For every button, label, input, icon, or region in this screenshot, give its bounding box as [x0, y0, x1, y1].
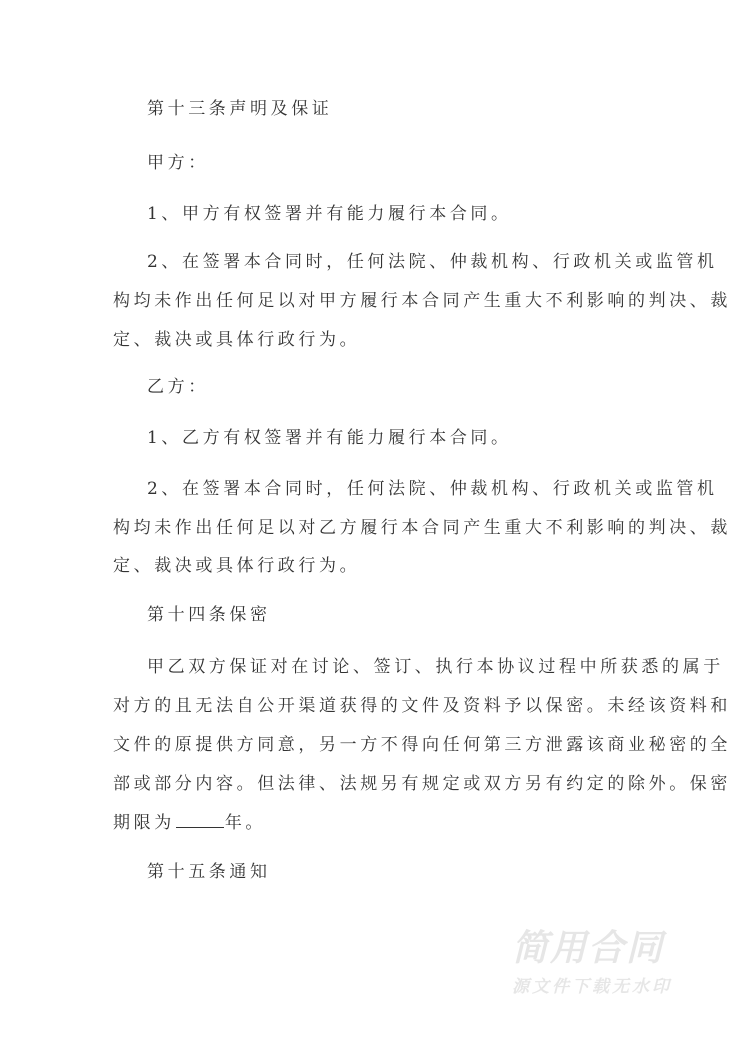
article-14-line-1: 甲乙双方保证对在讨论、签订、执行本协议过程中所获悉的属于	[147, 657, 724, 677]
party-a-item-1: 1、甲方有权签署并有能力履行本合同。	[147, 204, 512, 224]
article-13-heading: 第十三条声明及保证	[147, 99, 333, 119]
party-a-label: 甲方：	[147, 153, 209, 173]
article-14-heading: 第十四条保密	[147, 605, 271, 625]
article-15-heading: 第十五条通知	[147, 862, 271, 882]
party-a-item-2-line-1: 2、在签署本合同时，任何法院、仲裁机构、行政机关或监管机	[147, 252, 718, 272]
article-14-line-3: 文件的原提供方同意，另一方不得向任何第三方泄露该商业秘密的全	[113, 735, 731, 755]
party-a-item-2-line-3: 定、裁决或具体行政行为。	[113, 330, 361, 350]
party-b-item-1: 1、乙方有权签署并有能力履行本合同。	[147, 428, 512, 448]
article-14-line-2: 对方的且无法自公开渠道获得的文件及资料予以保密。未经该资料和	[113, 696, 731, 716]
article-14-line-5	[113, 813, 633, 833]
term-prefix: 期限为	[113, 813, 175, 833]
party-a-item-2-line-2: 构均未作出任何足以对甲方履行本合同产生重大不利影响的判决、裁	[113, 291, 731, 311]
party-b-item-2-line-3: 定、裁决或具体行政行为。	[113, 556, 361, 576]
party-b-item-2-line-1: 2、在签署本合同时，任何法院、仲裁机构、行政机关或监管机	[147, 479, 718, 499]
article-14-line-4: 部或部分内容。但法律、法规另有规定或双方另有约定的除外。保密	[113, 774, 731, 794]
term-suffix: 年。	[224, 813, 267, 833]
party-b-label: 乙方：	[147, 377, 209, 397]
watermark-subtitle: 源文件下载无水印	[512, 977, 672, 997]
party-b-item-2-line-2: 构均未作出任何足以对乙方履行本合同产生重大不利影响的判决、裁	[113, 518, 731, 538]
watermark-title: 简用合同	[512, 928, 665, 969]
term-years-blank	[176, 813, 224, 828]
